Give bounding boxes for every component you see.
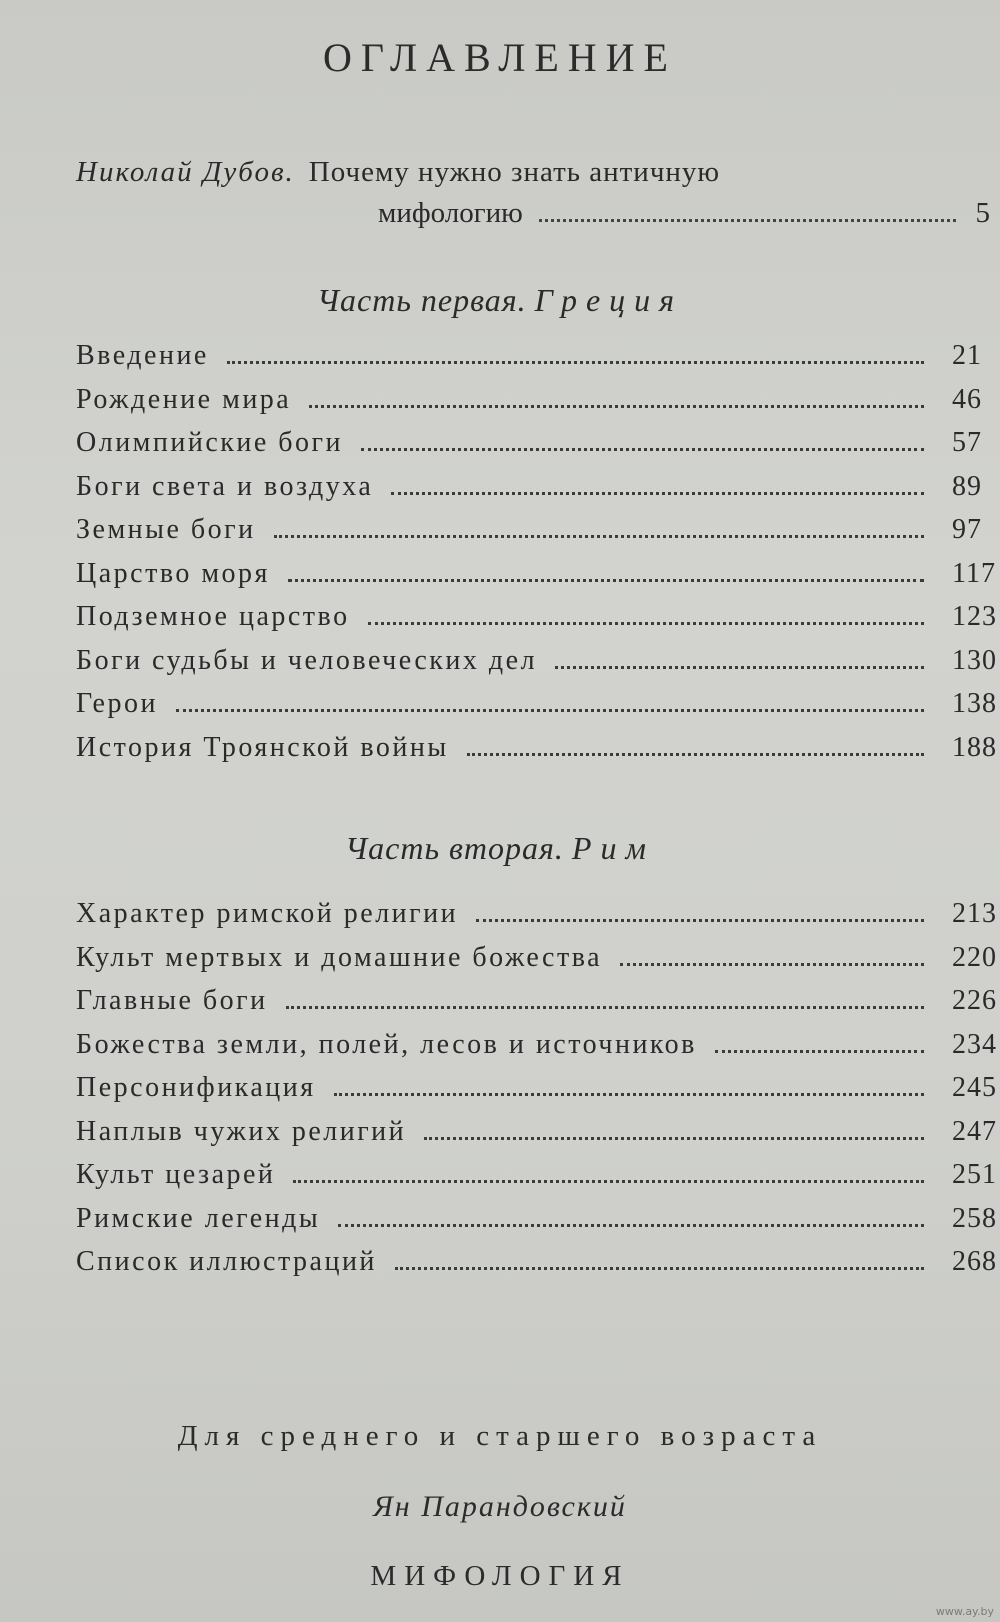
toc-entry[interactable] (76, 1072, 1000, 1116)
leader-dots (288, 579, 924, 582)
toc-entry[interactable] (76, 1203, 1000, 1247)
part-country: Рим (571, 830, 655, 866)
page-title: ОГЛАВЛЕНИЕ (323, 35, 677, 80)
leader-dots (309, 405, 924, 408)
toc-entry-page: 251 (952, 1159, 997, 1190)
toc-list-rome (76, 898, 1000, 1290)
toc-entry-label: История Троянской войны (76, 731, 449, 763)
toc-entry-label: Рождение мира (76, 383, 292, 415)
leader-dots (176, 709, 924, 712)
toc-entry-page: 268 (952, 1246, 997, 1277)
toc-entry-page: 220 (952, 941, 997, 973)
toc-entry-label: Божества земли, полей, лесов и источников (76, 1028, 697, 1060)
toc-entry-label: Персонификация (76, 1072, 316, 1103)
toc-entry-page: 245 (952, 1072, 997, 1103)
toc-entry-page: 123 (952, 601, 997, 632)
leader-dots (338, 1224, 924, 1227)
toc-entry-page: 130 (952, 644, 997, 676)
toc-entry-page: 188 (952, 731, 997, 763)
part-label: Часть вторая. (345, 830, 564, 866)
toc-entry-page: 97 (952, 514, 982, 545)
toc-entry[interactable] (76, 471, 1000, 515)
toc-entry[interactable] (76, 384, 1000, 428)
toc-entry-page: 138 (952, 688, 997, 719)
toc-entry[interactable] (76, 1246, 1000, 1290)
toc-entry-label: Наплыв чужих религий (76, 1115, 407, 1147)
toc-entry[interactable] (76, 1159, 1000, 1203)
toc-entry-label: Культ цезарей (76, 1159, 276, 1190)
toc-entry-label: Царство моря (76, 557, 270, 589)
toc-entry-label: Список иллюстраций (76, 1246, 377, 1277)
toc-entry[interactable] (76, 514, 1000, 558)
leader-dots (620, 963, 924, 966)
toc-entry[interactable] (76, 1116, 1000, 1160)
part-label: Часть первая. (316, 282, 527, 318)
toc-entry[interactable] (76, 688, 1000, 732)
toc-entry-page: 21 (952, 340, 982, 371)
leader-dots (539, 219, 956, 222)
leader-dots (368, 622, 924, 625)
toc-entry-page: 258 (952, 1202, 997, 1234)
toc-entry[interactable] (76, 601, 1000, 645)
preface-entry (76, 156, 990, 233)
toc-entry-label: Боги света и воздуха (76, 470, 374, 502)
toc-entry[interactable] (76, 985, 1000, 1029)
toc-entry-label: Боги судьбы и человеческих дел (76, 644, 538, 676)
toc-entry-page: 89 (952, 470, 982, 502)
part-heading-rome (0, 830, 1000, 867)
leader-dots (395, 1267, 924, 1270)
preface-page: 5 (975, 197, 990, 229)
leader-dots (715, 1050, 924, 1053)
toc-entry-label: Римские легенды (76, 1202, 321, 1234)
toc-entry-label: Характер римской религии (76, 898, 459, 929)
leader-dots (361, 448, 924, 451)
preface-title-line2: мифологию (378, 197, 523, 229)
part-country: Греция (534, 282, 684, 318)
leader-dots (391, 492, 924, 495)
toc-entry-page: 247 (952, 1115, 997, 1147)
toc-entry-label: Введение (76, 340, 209, 371)
leader-dots (467, 753, 924, 756)
preface-author: Николай Дубов. (76, 156, 295, 188)
toc-entry[interactable] (76, 427, 1000, 471)
toc-entry-label: Олимпийские боги (76, 427, 344, 458)
toc-entry-label: Главные боги (76, 985, 268, 1016)
toc-entry[interactable] (76, 558, 1000, 602)
toc-entry-label: Земные боги (76, 514, 256, 545)
leader-dots (424, 1137, 924, 1140)
toc-entry-page: 46 (952, 383, 982, 415)
leader-dots (555, 666, 924, 669)
leader-dots (476, 919, 924, 922)
toc-entry-label: Культ мертвых и домашние божества (76, 941, 603, 973)
book-author: Ян Парандовский (373, 1490, 627, 1523)
toc-entry-label: Герои (76, 688, 158, 719)
toc-entry[interactable] (76, 732, 1000, 776)
toc-entry[interactable] (76, 645, 1000, 689)
preface-line-1 (76, 156, 990, 189)
part-heading-greece (0, 282, 1000, 319)
toc-list-greece (76, 340, 1000, 775)
leader-dots (274, 535, 924, 538)
toc-entry-page: 117 (952, 557, 996, 589)
leader-dots (293, 1180, 924, 1183)
toc-entry-page: 213 (952, 898, 997, 929)
toc-entry-page: 57 (952, 427, 982, 458)
toc-entry-label: Подземное царство (76, 601, 350, 632)
toc-entry[interactable] (76, 1029, 1000, 1073)
toc-entry-page: 234 (952, 1028, 997, 1060)
preface-title-line1: Почему нужно знать античную (308, 156, 721, 188)
audience-note: Для среднего и старшего возраста (177, 1420, 823, 1452)
site-watermark: www.ay.by (935, 1605, 994, 1618)
leader-dots (227, 361, 924, 364)
toc-entry[interactable] (76, 340, 1000, 384)
leader-dots (286, 1006, 924, 1009)
preface-line-2 (378, 197, 990, 233)
leader-dots (334, 1093, 924, 1096)
book-title: МИФОЛОГИЯ (370, 1560, 630, 1592)
toc-entry[interactable] (76, 898, 1000, 942)
toc-entry[interactable] (76, 942, 1000, 986)
toc-entry-page: 226 (952, 985, 997, 1016)
